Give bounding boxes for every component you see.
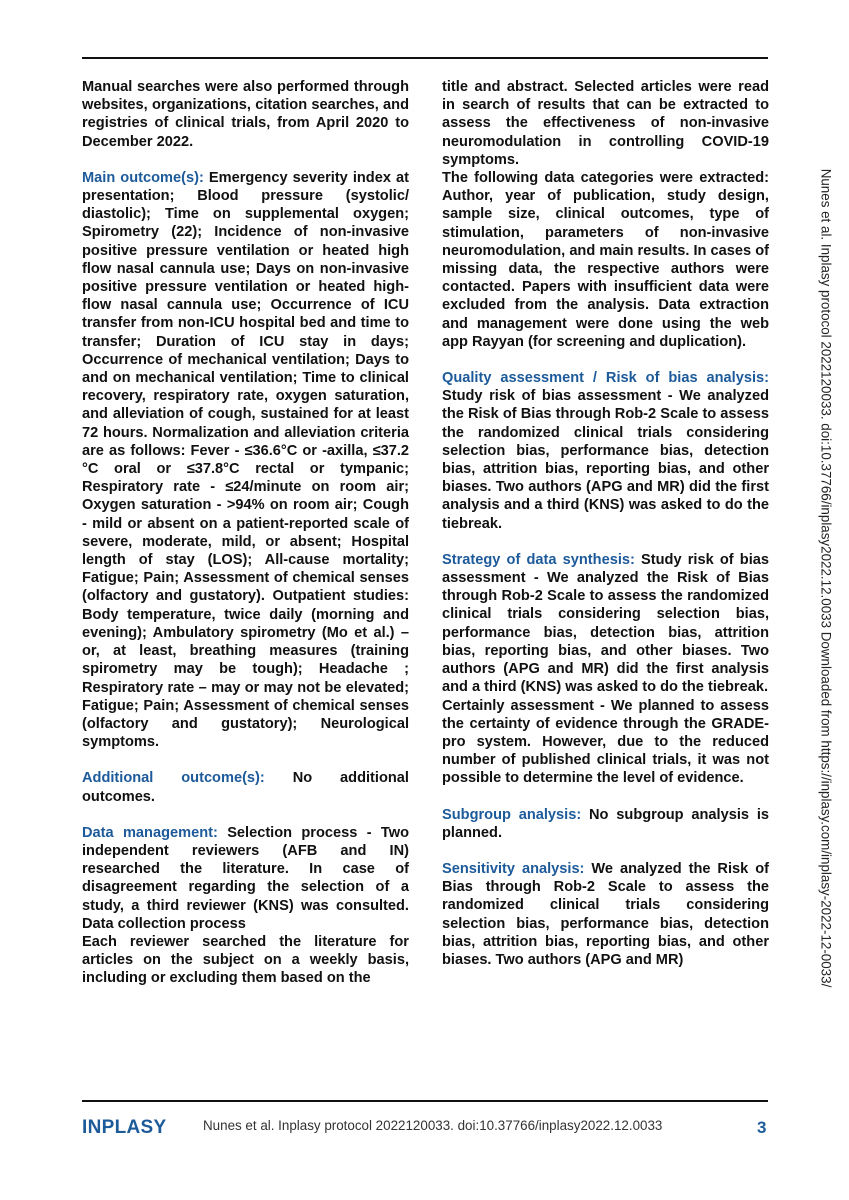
left-column bbox=[82, 78, 409, 988]
quality-assessment-heading: Quality assessment / Risk of bias analysis: bbox=[442, 370, 769, 387]
page-number: 3 bbox=[757, 1118, 767, 1137]
additional-outcome-section bbox=[82, 769, 409, 805]
main-outcome-heading: Main outcome(s): bbox=[82, 169, 204, 186]
additional-outcome-heading: Additional outcome(s): bbox=[82, 770, 265, 787]
data-synthesis-section bbox=[442, 551, 769, 697]
subgroup-analysis-text: No subgroup analysis is planned. bbox=[442, 806, 769, 841]
data-management-continued: Each reviewer searched the literature for articles on the subject on a weekly basis, including or excluding them based on the bbox=[82, 933, 409, 987]
main-outcome-text: Emergency severity index at presentation; Blood pressure (systolic/ diastolic); Time on supplemental oxygen; Spirometry (22); Incidence of non-invasive positive pressure ventilation or heated high flow nasal cannula use; Days on non-invasive positive pressure ventilation or heated high-flow nasal cannula use; Occurrence of ICU transfer from non-ICU hospital bed and time to transfer; Duration of ICU stay in days; Occurrence of mechanical ventilation; Days to and on mechanical ventilation; Time to clinical recovery, respiratory rate, oxygen saturation, and alleviation of cough, sustained for at least 72 hours. Normalization and alleviation criteria are as follows: Fever - ≤36.6°C or -axilla, ≤37.2 °C oral or ≤37.8°C rectal or tympanic; Respiratory rate - ≤24/minute on room air; Oxygen saturation - >94% on room air; Cough - mild or absent on a patient-reported scale of severe, moderate, mild, or absent; Hospital length of stay (LOS); All-cause mortality; Fatigue; Pain; Assessment of chemical senses (olfactory and gustatory). Outpatient studies: Body temperature, twice daily (morning and evening); Ambulatory spirometry (Mo et al.) – or, at least, breathing measures (training spirometry may be tough); Headache ; Respiratory rate – may or may not be elevated; Fatigue; Pain; Assessment of chemical senses (olfactory and gustatory); Neurological symptoms. bbox=[82, 169, 409, 751]
footer-citation: Nunes et al. Inplasy protocol 2022120033. doi:10.37766/inplasy2022.12.0033 bbox=[203, 1118, 663, 1133]
bottom-rule bbox=[82, 1100, 768, 1102]
inplasy-logo: INPLASY bbox=[82, 1117, 167, 1138]
paragraph-title-abstract: title and abstract. Selected articles were read in search of results that can be extracted to assess the effectiveness of non-invasive neuromodulation in controlling COVID-19 symptoms. bbox=[442, 79, 769, 168]
quality-assessment-section bbox=[442, 369, 769, 533]
main-outcome-section bbox=[82, 169, 409, 752]
quality-assessment-text: Study risk of bias assessment - We analyzed the Risk of Bias through Rob-2 Scale to assess the randomized clinical trials considering selection bias, performance bias, detection bias, attrition bias, reporting bias, and other biases. Two authors (APG and MR) did the first analysis and a third (KNS) was asked to do the tiebreak. bbox=[442, 388, 769, 532]
data-management-text: Selection process - Two independent reviewers (AFB and IN) researched the literature. In case of disagreement regarding the selection of a study, a third reviewer (KNS) was consulted. Data collection process bbox=[82, 824, 409, 932]
sensitivity-analysis-heading: Sensitivity analysis: bbox=[442, 860, 585, 877]
data-management-section bbox=[82, 824, 409, 933]
additional-outcome-text: No additional outcomes. bbox=[82, 770, 409, 805]
data-synthesis-text: Study risk of bias assessment - We analyzed the Risk of Bias through Rob-2 Scale to assess the randomized clinical trials considering selection bias, performance bias, detection bias, attrition bias, reporting bias, and other biases. Two authors (APG and MR) did the first analysis and a third (KNS) was asked to do the tiebreak. bbox=[442, 551, 769, 696]
download-note-text: Nunes et al. Inplasy protocol 2022120033. doi:10.37766/inplasy2022.12.0033 Downloaded from https://inplasy.com/inplasy-2022-12-0033/ bbox=[818, 168, 834, 988]
top-rule bbox=[82, 57, 768, 59]
sensitivity-analysis-text: We analyzed the Risk of Bias through Rob-2 Scale to assess the randomized clinical trials considering selection bias, performance bias, detection bias, attrition bias, reporting bias, and other biases. Two authors (APG and MR) bbox=[442, 860, 769, 968]
data-synthesis-heading: Strategy of data synthesis: bbox=[442, 551, 635, 568]
paragraph-manual-searches: Manual searches were also performed through websites, organizations, citation searches, and registries of clinical trials, from April 2020 to December 2022. bbox=[82, 79, 409, 150]
sensitivity-analysis-section bbox=[442, 860, 769, 969]
subgroup-analysis-section bbox=[442, 806, 769, 842]
subgroup-analysis-heading: Subgroup analysis: bbox=[442, 806, 582, 823]
certainty-assessment-text: Certainly assessment - We planned to assess the certainty of evidence through the GRADE-pro system. However, due to the reduced number of published clinical trials, it was not possible to determine the level of evidence. bbox=[442, 697, 769, 787]
right-column bbox=[442, 78, 769, 969]
paragraph-data-categories: The following data categories were extracted: Author, year of publication, study design, sample size, clinical outcomes, type of stimulation, parameters of non-invasive neuromodulation, and main results. In cases of missing data, the respective authors were contacted. Papers with insufficient data were excluded from the analysis. Data extraction and management were done using the web app Rayyan (for screening and duplication). bbox=[442, 170, 769, 350]
data-management-heading: Data management: bbox=[82, 824, 218, 841]
